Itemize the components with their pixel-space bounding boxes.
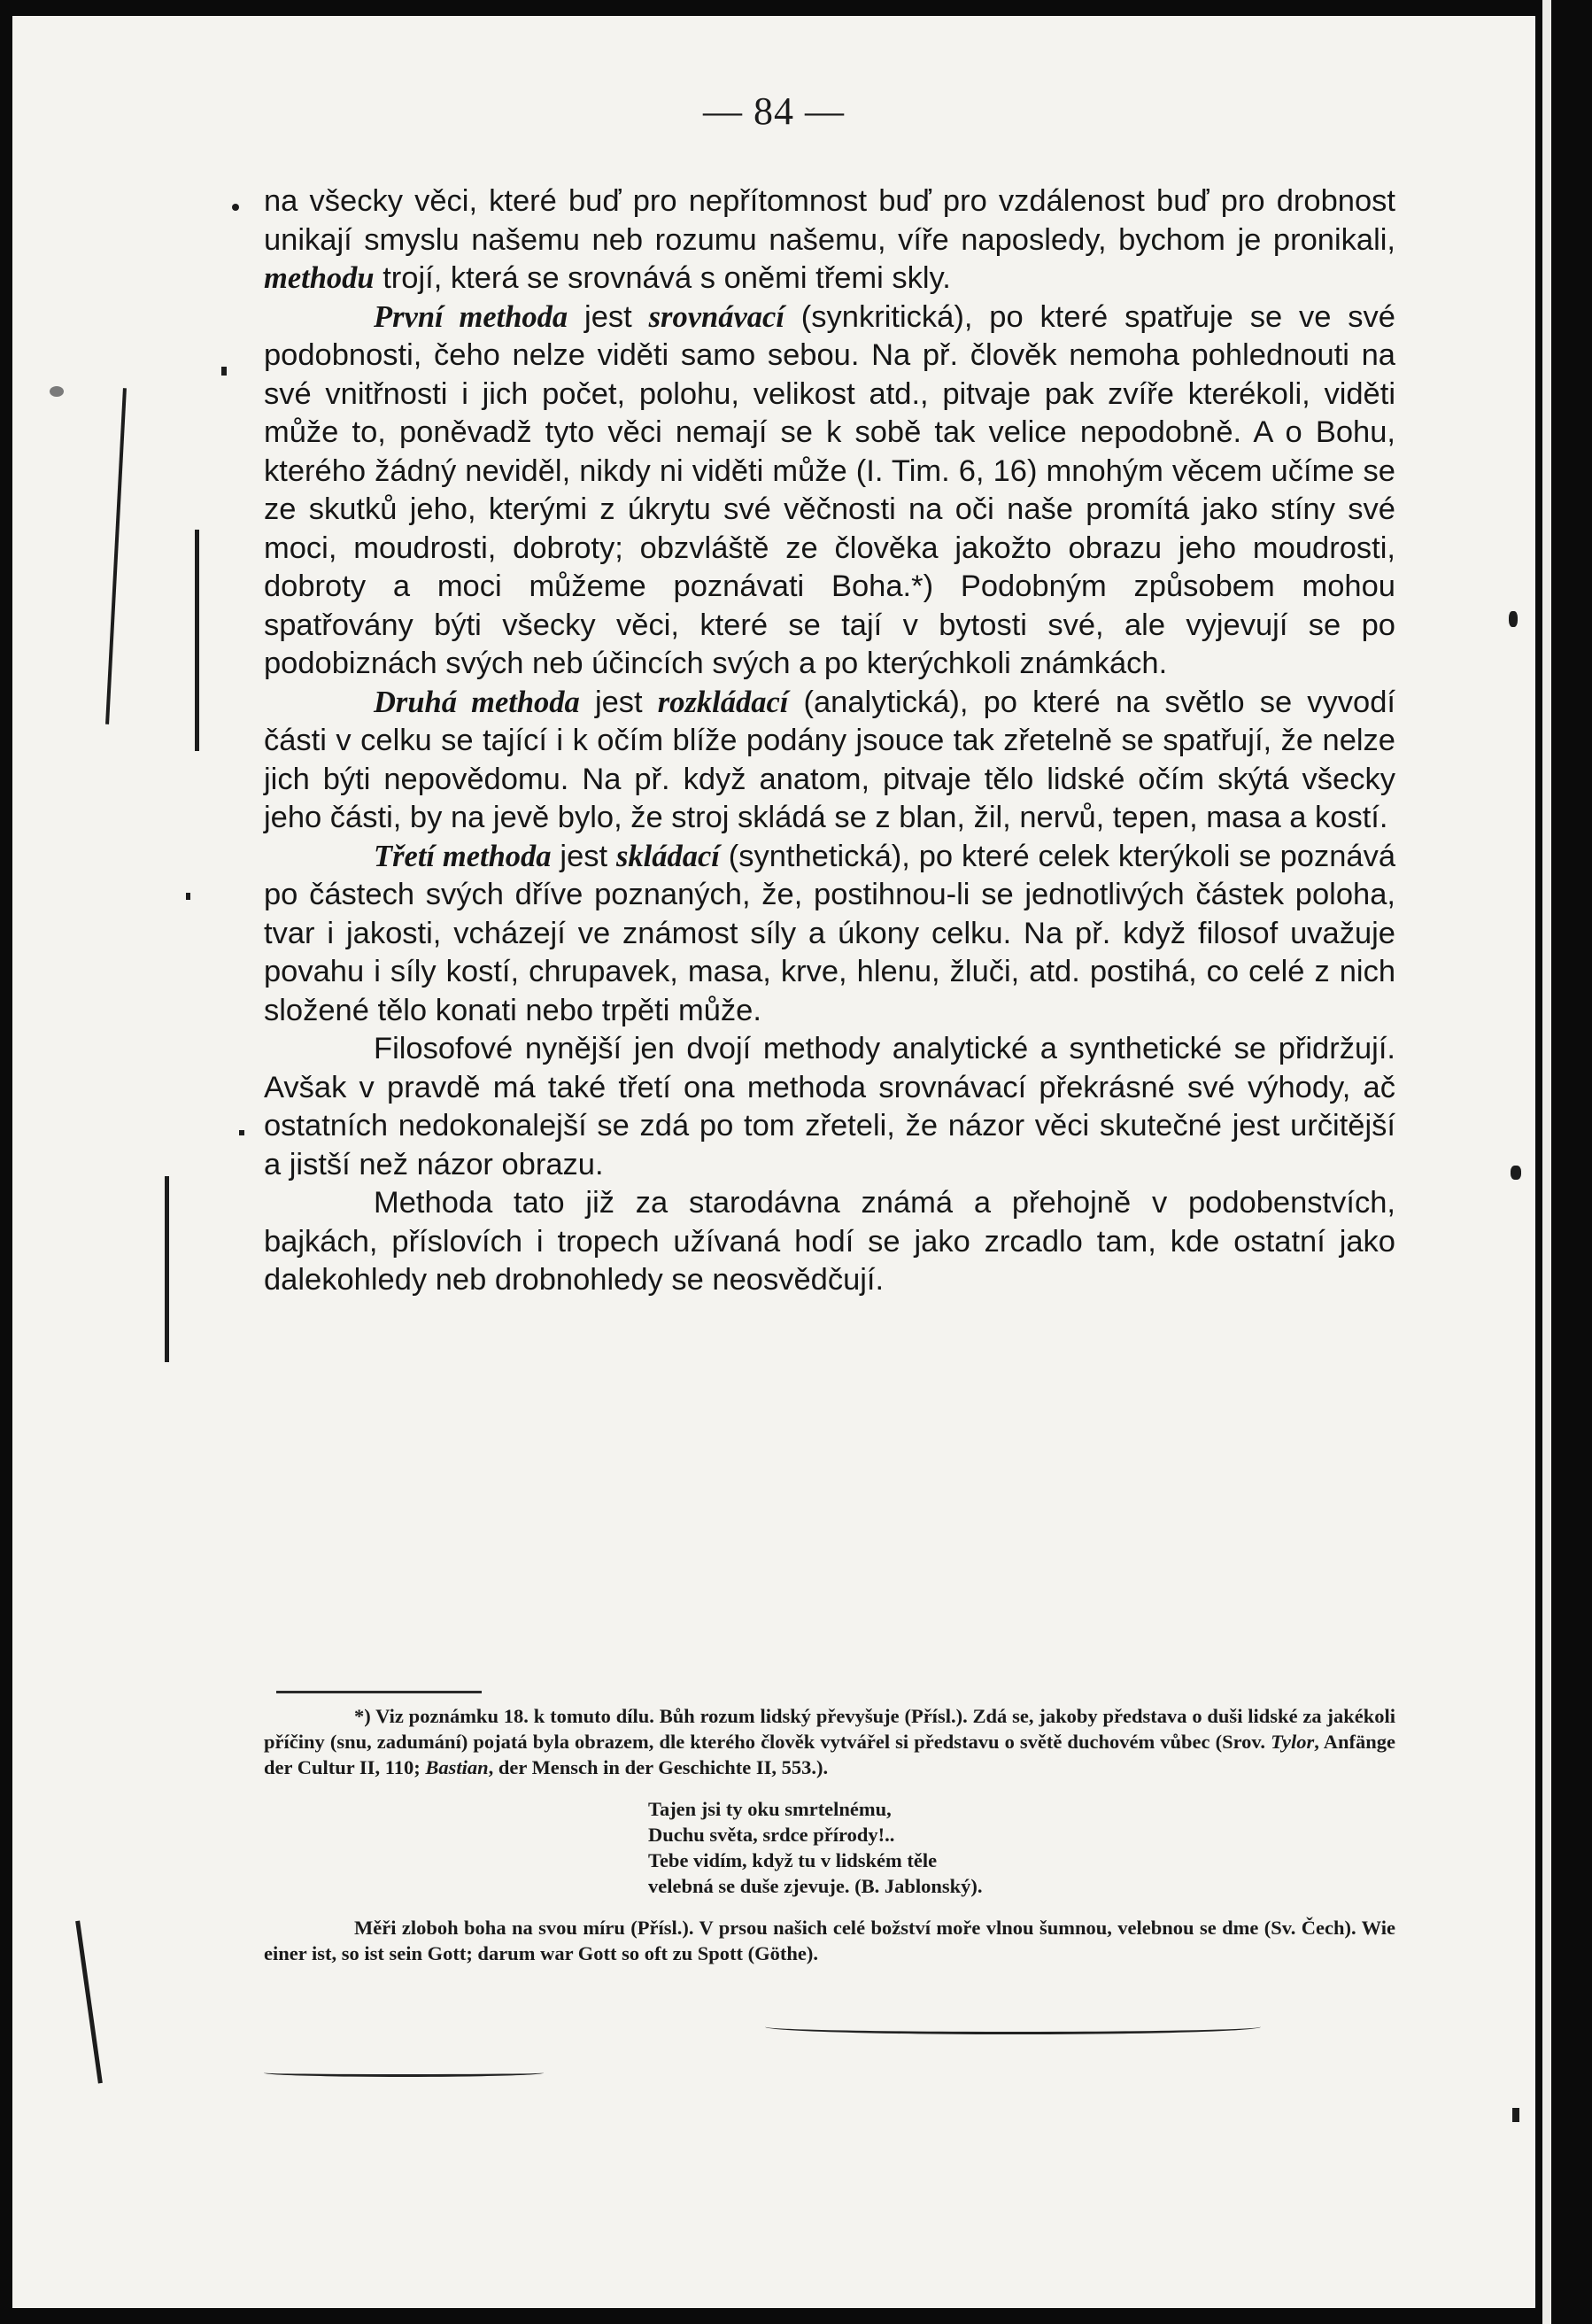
- paragraph: [264, 684, 1395, 838]
- scanned-page: [12, 16, 1535, 2308]
- pencil-underline: [264, 2069, 544, 2077]
- poem-line: velebná se duše zjevuje. (B. Jablonský).: [648, 1875, 983, 1897]
- poem-quote: [648, 1796, 1395, 1899]
- poem-line: Tajen jsi ty oku smrtelnému,: [648, 1798, 892, 1820]
- footnote-divider: [276, 1691, 482, 1693]
- text-run: *) Viz poznámku 18. k tomuto dílu. Bůh rozum lidský převyšuje (Přísl.). Zdá se, jakoby představa o duši lidské za jakékoli příčiny (snu, zadumání) pojatá byla obrazem, dle kterého člověk vytvářel si představu o světě duchovém vůbec (Srov.: [264, 1705, 1395, 1753]
- margin-dot: [50, 386, 64, 397]
- margin-pencil-mark: [165, 1176, 169, 1362]
- text-run: trojí, která se srovnává s oněmi třemi skly.: [374, 261, 951, 295]
- margin-dot: [1509, 611, 1518, 627]
- text-run: , der Mensch in der Geschichte II, 553.).: [488, 1756, 829, 1778]
- text-run: jest: [568, 299, 649, 334]
- emphasis-text: Tylor: [1271, 1731, 1315, 1753]
- emphasis-text: První methoda: [374, 299, 568, 334]
- text-run: , Anfänge der Cultur II, 110;: [264, 1731, 1395, 1778]
- text-run: Filosofové nynější jen dvojí methody analytické a synthetické se přidržují. Avšak v pravdě má také třetí ona methoda srovnávací překrásné své výhody, ač ostatních nedokonalejší se zdá po tom zřeteli, že názor věci skutečné jest určitější a jistší než názor obrazu.: [264, 1032, 1395, 1181]
- text-run: (synkritická), po které spatřuje se ve své podobnosti, čeho nelze viděti samo sebou. Na př. člověk nemoha pohlednouti na své vnitřnosti i jich počet, polohu, velikost atd., pitvaje pak zvíře kterékoli, viděti může to, poněvadž tyto věci nemají se k sobě tak velice nepodobně. A o Bohu, kterého žádný neviděl, nikdy ni viděti může (I. Tim. 6, 16) mnohým věcem učíme se ze skutků jeho, kterými z úkrytu své věčnosti na oči naše promítá jako stíny své moci, moudrosti, dobroty; obzvláště ze člověka jakožto obrazu jeho moudrosti, dobroty a moci můžeme poznávati Boha.*) Podobným způsobem mohou spatřovány býti všecky věci, které se tají v bytosti své, ale vyjevují se po podobiznách svých neb účincích svých a po kterýchkoli známkách.: [264, 299, 1395, 680]
- margin-dot: [1511, 1166, 1521, 1180]
- text-run: jest: [551, 839, 616, 873]
- paragraph: [264, 838, 1395, 1031]
- poem-line: Duchu světa, srdce přírody!..: [648, 1824, 895, 1846]
- margin-dot: [232, 204, 239, 211]
- poem-line: Tebe vidím, když tu v lidském těle: [648, 1849, 938, 1871]
- page-number: — 84 —: [703, 89, 845, 133]
- paragraph: [264, 1030, 1395, 1184]
- text-run: (analytická), po které na světlo se vyvodí části v celku se tající i k očím blíže podány jsouce tak zřetelně se spatřují, že nelze jich býti nepovědomu. Na př. když anatom, pitvaje tělo lidské očím skýtá všecky jeho části, by na jevě bylo, že stroj skládá se z blan, žil, nervů, tepen, masa a kostí.: [264, 685, 1396, 834]
- text-run: (synthetická), po které celek kterýkoli se poznává po částech svých dříve poznaných, že, postihnou-li se jednotlivých částek poloha, tvar i jakosti, vcházejí ve známost síly a úkony celku. Na př. když filosof uvažuje povahu i síly kostí, chrupavek, masa, krve, hlenu, žluči, atd. postihá, co celé z nich složené tělo konati nebo trpěti může.: [264, 839, 1396, 1027]
- footnote-2: Měři zloboh boha na svou míru (Přísl.). V prsou našich celé božství moře vlnou šumnou, velebnou se dme (Sv. Čech). Wie einer ist, so ist sein Gott; darum war Gott so oft zu Spott (Göthe).: [264, 1917, 1395, 1964]
- margin-pencil-mark: [195, 530, 199, 751]
- paragraph: [264, 1184, 1395, 1300]
- margin-dot: [1512, 2108, 1519, 2122]
- paragraph: [264, 298, 1395, 684]
- text-run: na všecky věci, které buď pro nepřítomnost buď pro vzdálenost buď pro drobnost unikají smyslu našemu neb rozumu našemu, víře naposledy, bychom je pronikali,: [264, 184, 1395, 257]
- emphasis-text: rozkládací: [657, 685, 789, 719]
- margin-pencil-mark: [105, 388, 127, 724]
- margin-dot: [186, 893, 190, 900]
- footnote-1: [264, 1703, 1395, 1780]
- emphasis-text: Bastian: [425, 1756, 489, 1778]
- emphasis-text: srovnávací: [648, 299, 784, 334]
- margin-dot: [239, 1130, 244, 1135]
- margin-dot: [221, 367, 227, 376]
- body-text: [264, 182, 1395, 1300]
- emphasis-text: methodu: [264, 261, 375, 295]
- margin-pencil-mark: [75, 1921, 103, 2084]
- scan-edge-strip: [1542, 0, 1551, 2324]
- text-run: jest: [579, 685, 658, 719]
- emphasis-text: Druhá methoda: [374, 685, 580, 719]
- emphasis-text: skládací: [615, 839, 720, 873]
- pencil-underline: [765, 2019, 1261, 2034]
- text-run: Methoda tato již za starodávna známá a přehojně v podobenstvích, bajkách, příslovích i tropech užívaná hodí se jako zrcadlo tam, kde ostatní jako dalekohledy neb drobnohledy se neosvědčují.: [264, 1186, 1395, 1297]
- footnotes: [264, 1703, 1395, 1966]
- paragraph: [264, 182, 1395, 298]
- emphasis-text: Třetí methoda: [374, 839, 552, 873]
